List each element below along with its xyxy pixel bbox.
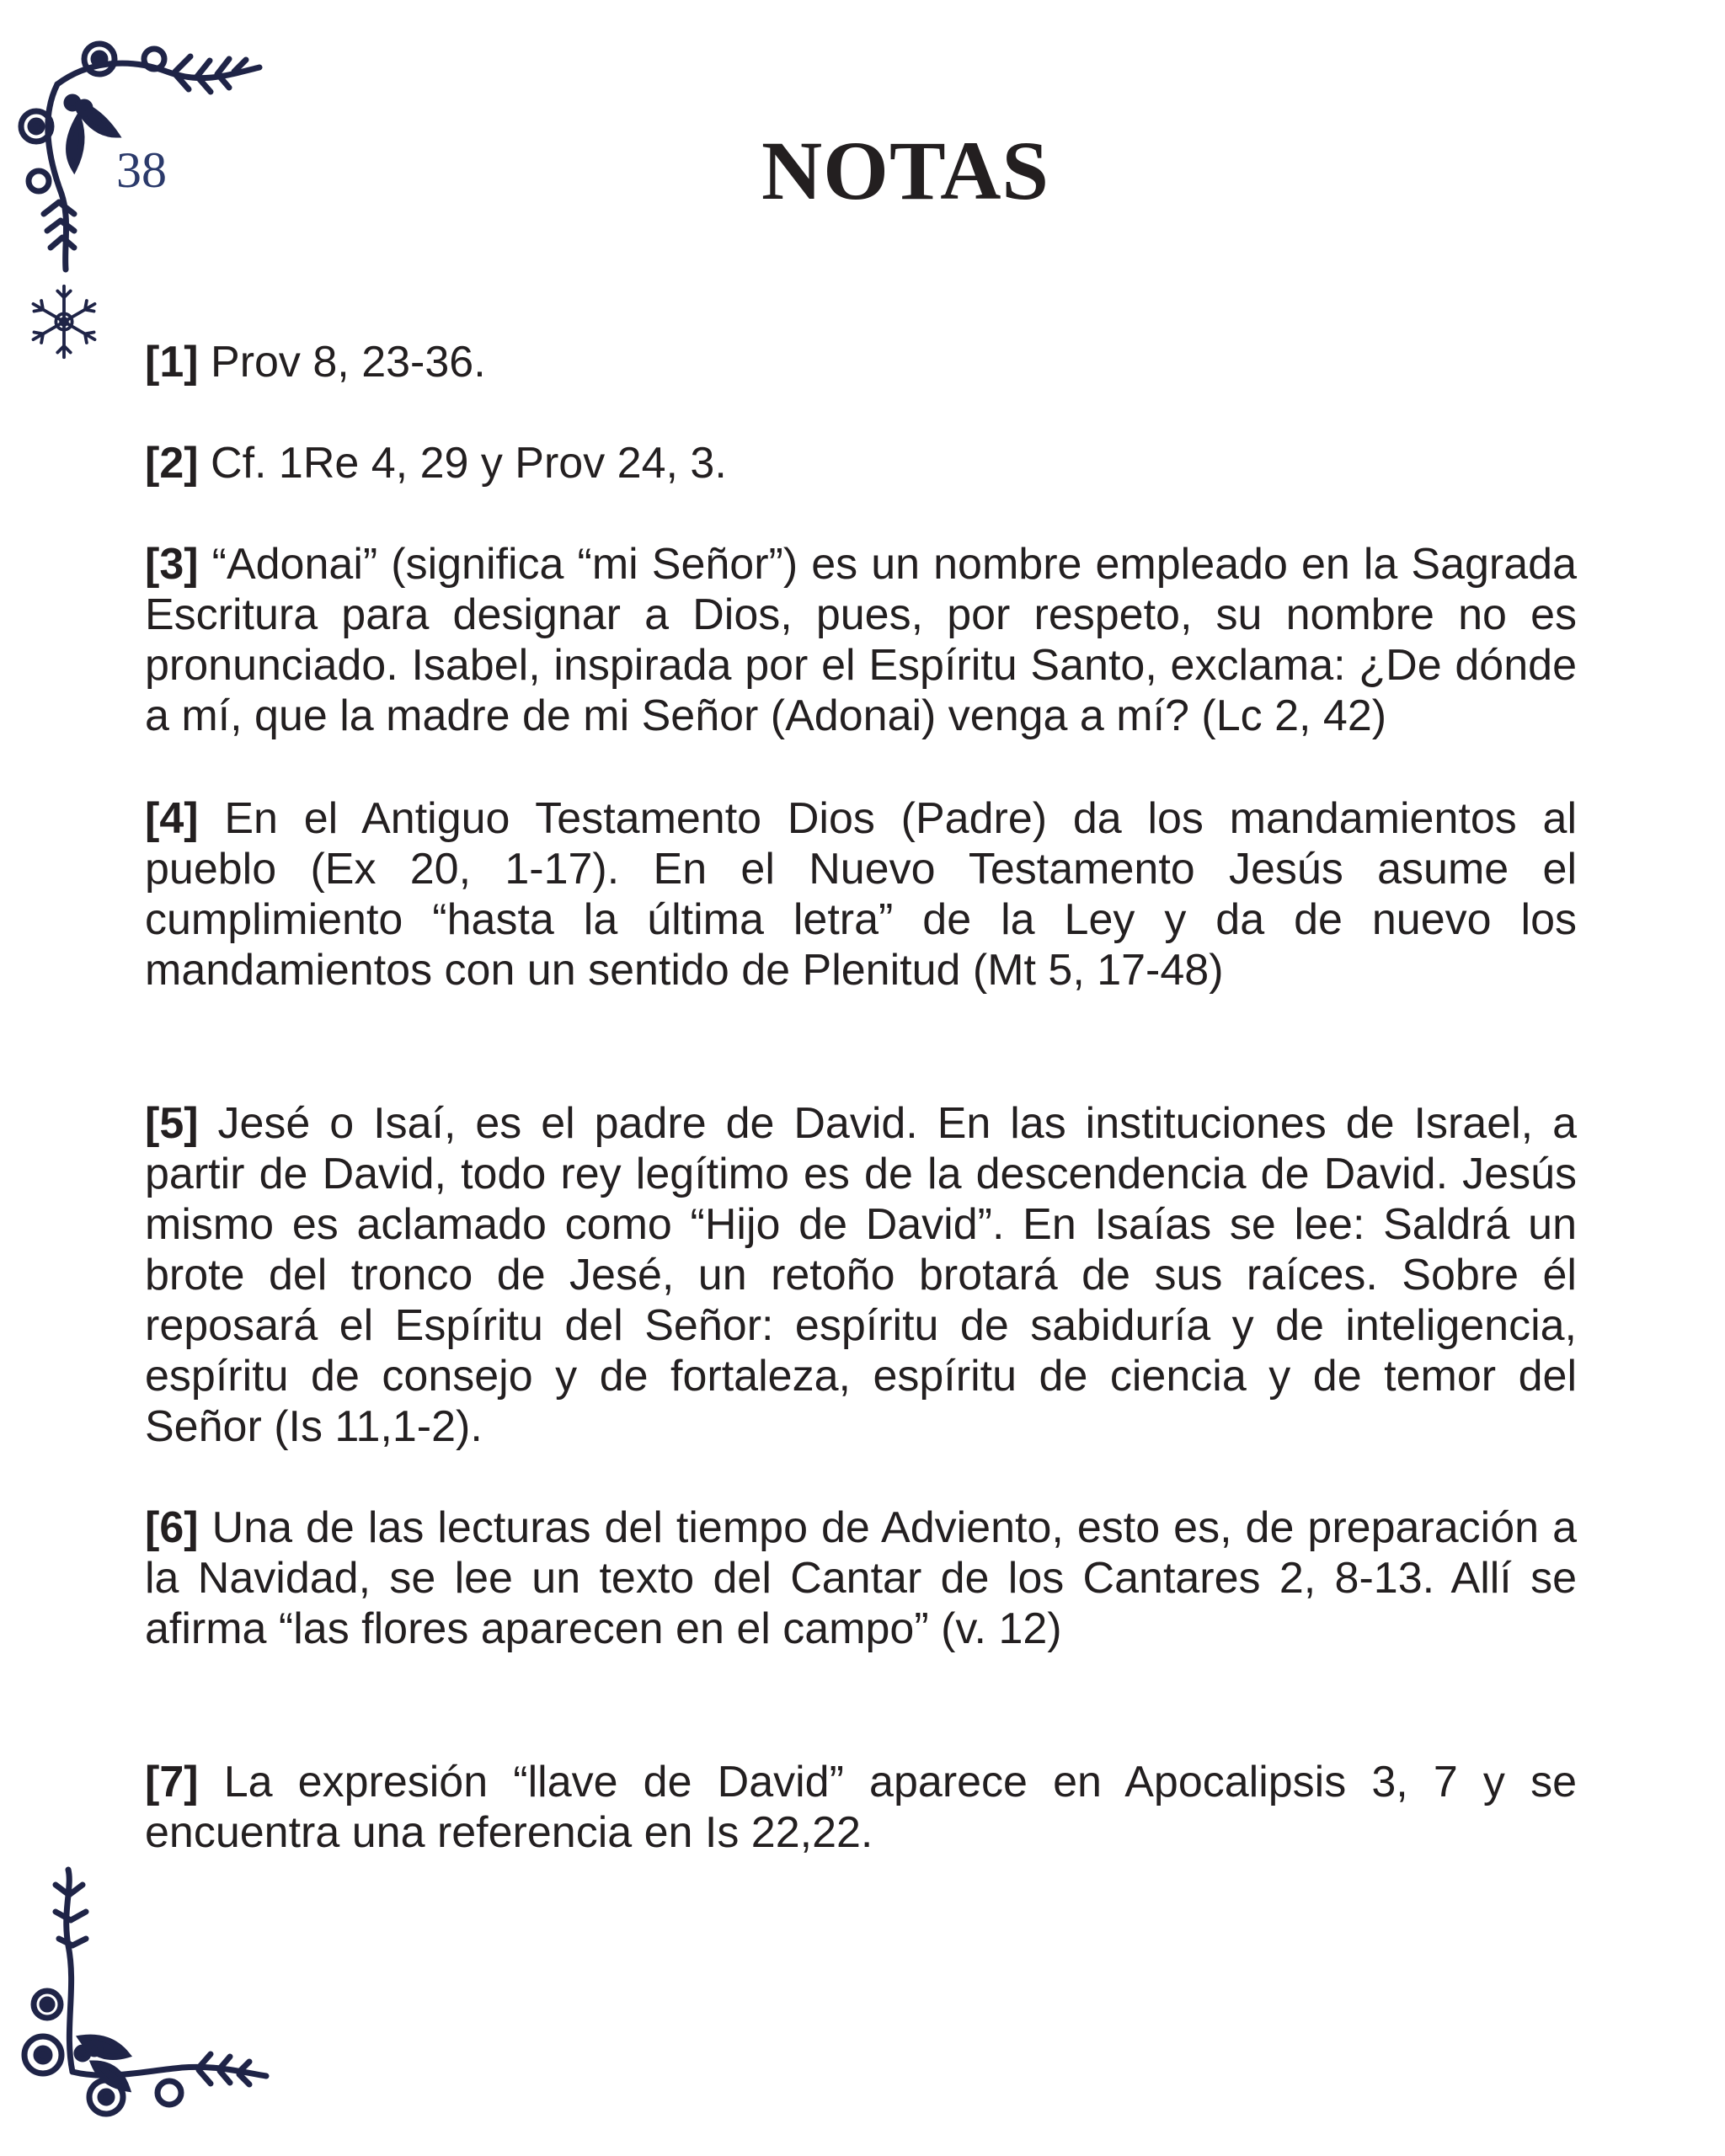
- note-text: Jesé o Isaí, es el padre de David. En las instituciones de Israel, a partir de David, todo rey legítimo es de la descendencia de David. Jesús mismo es aclamado como “Hijo de David”. En Isaías se lee: Saldrá un brote del tronco de Jesé, un retoño brotará de sus raíces. Sobre él reposará el Espíritu del Señor: espíritu de sabiduría y de inteligencia, espíritu de consejo y de fortaleza, espíritu de ciencia y de temor del Señor (Is 11,1-2).: [145, 1099, 1577, 1451]
- notes-list: [145, 337, 1577, 1858]
- note-7: [145, 1757, 1577, 1858]
- note-text: Prov 8, 23-36.: [211, 338, 486, 387]
- note-number: [5]: [145, 1099, 199, 1148]
- note-number: [3]: [145, 540, 199, 589]
- note-text: En el Antiguo Testamento Dios (Padre) da los mandamientos al pueblo (Ex 20, 1-17). En el Nuevo Testamento Jesús asume el cumplimiento “hasta la última letra” de la Ley y da de nuevo los mandamientos con un sentido de Plenitud (Mt 5, 17-48): [145, 794, 1577, 995]
- bottom-left-ornament-icon: [13, 1861, 283, 2122]
- note-number: [2]: [145, 439, 199, 488]
- note-3: [145, 539, 1577, 741]
- note-2: [145, 438, 1577, 488]
- note-text: Una de las lecturas del tiempo de Adviento, esto es, de preparación a la Navidad, se lee un texto del Cantar de los Cantares 2, 8-13. Allí se afirma “las flores aparecen en el campo” (v. 12): [145, 1503, 1577, 1653]
- note-number: [6]: [145, 1503, 199, 1552]
- note-5: [145, 1098, 1577, 1452]
- note-4: [145, 793, 1577, 995]
- note-text: Cf. 1Re 4, 29 y Prov 24, 3.: [211, 439, 727, 488]
- note-number: [1]: [145, 338, 199, 387]
- page-number: 38: [116, 142, 167, 198]
- note-text: La expresión “llave de David” aparece en Apocalipsis 3, 7 y se encuentra una referencia en Is 22,22.: [145, 1758, 1577, 1857]
- note-text: “Adonai” (significa “mi Señor”) es un nombre empleado en la Sagrada Escritura para designar a Dios, pues, por respeto, su nombre no es pronunciado. Isabel, inspirada por el Espíritu Santo, exclama: ¿De dónde a mí, que la madre de mi Señor (Adonai) venga a mí? (Lc 2, 42): [145, 540, 1578, 740]
- note-number: [7]: [145, 1758, 199, 1806]
- note-number: [4]: [145, 794, 199, 843]
- page-title: NOTAS: [761, 124, 1050, 217]
- note-6: [145, 1502, 1577, 1654]
- note-1: [145, 337, 1577, 387]
- snowflake-icon: [24, 280, 104, 364]
